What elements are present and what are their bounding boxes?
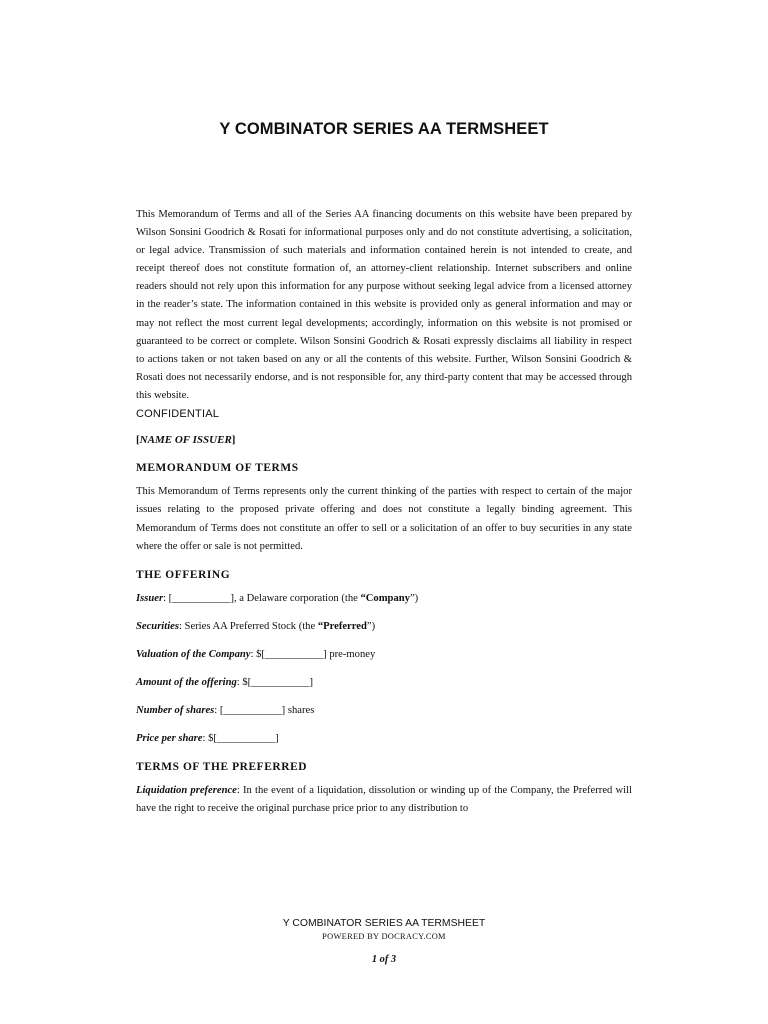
issuer-name: NAME OF ISSUER xyxy=(139,434,232,447)
footer-powered-by: POWERED BY DOCRACY.COM xyxy=(322,932,446,941)
term-securities xyxy=(136,618,632,636)
term-label: Valuation of the Company xyxy=(136,648,251,660)
footer-title: Y COMBINATOR SERIES AA TERMSHEET xyxy=(282,918,486,929)
term-label: Securities xyxy=(136,620,179,632)
offering-heading: THE OFFERING xyxy=(136,568,231,581)
term-shares xyxy=(136,702,632,720)
term-amount xyxy=(136,674,632,692)
memorandum-heading: MEMORANDUM OF TERMS xyxy=(136,462,299,475)
issuer-open-bracket: [ xyxy=(136,434,140,447)
term-price xyxy=(136,730,632,748)
term-defined: “Company xyxy=(360,592,410,604)
issuer-close-bracket: ] xyxy=(231,434,236,447)
liquidation-paragraph xyxy=(136,782,632,818)
term-label: Number of shares xyxy=(136,704,215,716)
term-text-end: ”) xyxy=(409,592,419,604)
term-label: Issuer xyxy=(136,592,164,604)
term-label: Amount of the offering xyxy=(136,676,237,688)
memorandum-paragraph: This Memorandum of Terms represents only the current thinking of the parties with respect to certain of the major issues relating to the proposed private offering and does not constitute a legally binding agreement. This Memorandum of Terms does not constitute an offer to sell or a solicitation of an offer to buy securities in any state where the offer or sale is not permitted. xyxy=(136,486,632,552)
term-text: : [___________], a Delaware corporation (the xyxy=(163,592,361,604)
disclaimer-paragraph: This Memorandum of Terms and all of the Series AA financing documents on this website have been prepared by Wilson Sonsini Goodrich & Rosati for informational purposes only and do not constitute advertising, a solicitation, or legal advice. Transmission of such materials and information contained herein is not intended to create, and receipt thereof does not constitute formation of, an attorney-client relationship. Internet subscribers and online readers should not rely upon this information for any purpose without seeking legal advice from a licensed attorney in the reader’s state. The information contained in this website is provided only as general information and may or may not reflect the most current legal developments; accordingly, information on this website is not promised or guaranteed to be correct or complete. Wilson Sonsini Goodrich & Rosati expressly disclaims all liability in respect to actions taken or not taken based on any or all the contents of this website. Further, Wilson Sonsini Goodrich & Rosati does not necessarily endorse, and is not responsible for, any third-party content that may be accessed through this website. xyxy=(136,209,632,401)
term-issuer xyxy=(136,590,632,608)
term-text: : $[___________] xyxy=(202,732,279,744)
document-body xyxy=(136,206,632,818)
issuer-name-placeholder xyxy=(136,431,632,449)
term-text: : $[___________] xyxy=(236,676,313,688)
term-text: : Series AA Preferred Stock (the xyxy=(178,620,318,632)
term-defined: “Preferred xyxy=(317,620,367,632)
term-text: : In the event of a liquidation, dissolution or winding up of the Company, the Preferred will have the right to receive the original purchase price prior to any distribution to xyxy=(136,784,632,814)
term-label: Price per share xyxy=(136,732,203,744)
term-text: : [___________] shares xyxy=(214,704,315,716)
term-valuation xyxy=(136,646,632,664)
term-text: : $[___________] pre-money xyxy=(250,648,376,660)
page-number: 1 of 3 xyxy=(371,954,397,965)
term-label: Liquidation preference xyxy=(136,784,237,796)
document-title: Y COMBINATOR SERIES AA TERMSHEET xyxy=(219,120,549,138)
term-text-end: ”) xyxy=(366,620,376,632)
preferred-heading: TERMS OF THE PREFERRED xyxy=(136,760,308,773)
confidential-label: CONFIDENTIAL xyxy=(136,408,220,421)
